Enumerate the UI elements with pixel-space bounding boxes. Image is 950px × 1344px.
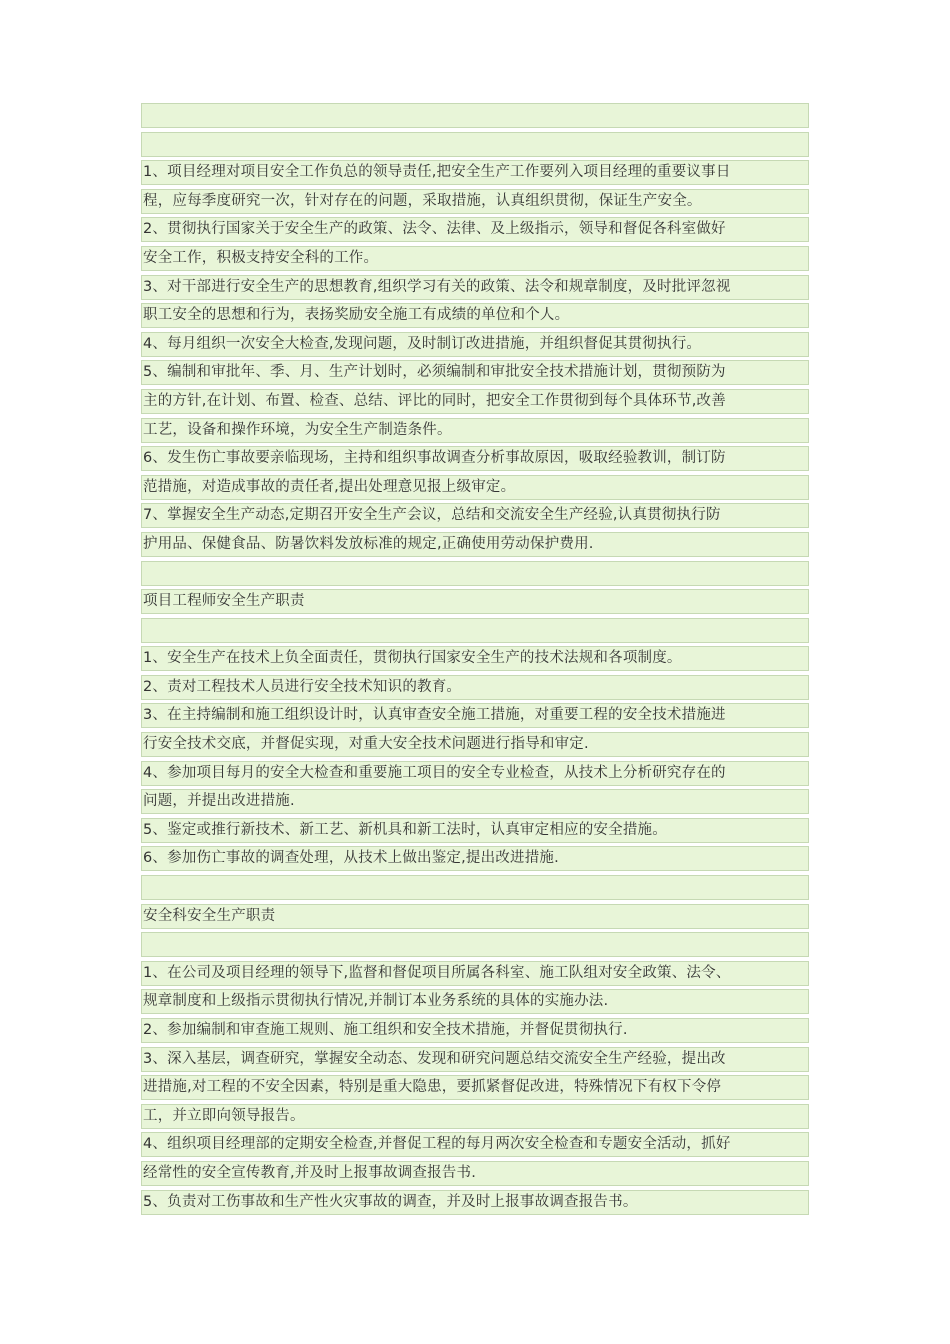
text-line: [141, 904, 809, 929]
text-line: [141, 675, 809, 700]
blank-row: [141, 875, 809, 900]
document-body: [141, 103, 809, 1218]
blank-row: [141, 132, 809, 157]
line-text: 护用品、保健食品、防暑饮料发放标准的规定,正确使用劳动保护费用.: [143, 535, 594, 552]
line-text: 5、鉴定或推行新技术、新工艺、新机具和新工法时，认真审定相应的安全措施。: [143, 821, 667, 838]
text-line: [141, 389, 809, 414]
line-text: 主的方针,在计划、布置、检查、总结、评比的同时，把安全工作贯彻到每个具体环节,改善: [143, 392, 726, 409]
text-line: [141, 589, 809, 614]
line-text: 2、责对工程技术人员进行安全技术知识的教育。: [143, 678, 462, 695]
line-text: 1、在公司及项目经理的领导下,监督和督促项目所属各科室、施工队组对安全政策、法令、: [143, 964, 731, 981]
text-line: [141, 846, 809, 871]
text-line: [141, 1018, 809, 1043]
text-line: [141, 446, 809, 471]
line-text: 行安全技术交底，并督促实现，对重大安全技术问题进行指导和审定.: [143, 736, 589, 753]
line-text: 3、在主持编制和施工组织设计时，认真审查安全施工措施，对重要工程的安全技术措施进: [143, 707, 726, 724]
line-text: 工艺，设备和操作环境，为安全生产制造条件。: [143, 421, 452, 438]
line-text: 进措施,对工程的不安全因素，特别是重大隐患，要抓紧督促改进，特殊情况下有权下令停: [143, 1079, 722, 1096]
text-line: [141, 646, 809, 671]
blank-row: [141, 618, 809, 643]
line-text: 2、参加编制和审查施工规则、施工组织和安全技术措施，并督促贯彻执行.: [143, 1022, 628, 1038]
text-line: [141, 503, 809, 528]
line-text: 1、项目经理对项目安全工作负总的领导责任,把安全生产工作要列入项目经理的重要议事日: [143, 164, 731, 181]
text-line: [141, 818, 809, 843]
line-text: 项目工程师安全生产职责: [143, 593, 305, 610]
text-line: [141, 418, 809, 443]
text-line: [141, 246, 809, 271]
text-line: [141, 303, 809, 328]
text-line: [141, 1047, 809, 1072]
line-text: 安全工作，积极支持安全科的工作。: [143, 249, 379, 266]
line-text: 范措施，对造成事故的责任者,提出处理意见报上级审定。: [143, 478, 516, 495]
text-line: [141, 1075, 809, 1100]
line-text: 5、编制和审批年、季、月、生产计划时，必须编制和审批安全技术措施计划，贯彻预防为: [143, 364, 726, 381]
line-text: 4、组织项目经理部的定期安全检查,并督促工程的每月两次安全检查和专题安全活动，抓好: [143, 1136, 731, 1153]
blank-row: [141, 932, 809, 957]
line-text: 4、参加项目每月的安全大检查和重要施工项目的安全专业检查，从技术上分析研究存在的: [143, 764, 726, 781]
text-line: [141, 217, 809, 242]
text-line: [141, 332, 809, 357]
text-line: [141, 532, 809, 557]
text-line: [141, 1104, 809, 1129]
line-text: 6、参加伤亡事故的调查处理，从技术上做出鉴定,提出改进措施.: [143, 850, 559, 867]
blank-row: [141, 103, 809, 128]
text-line: [141, 160, 809, 185]
text-line: [141, 989, 809, 1014]
line-text: 经常性的安全宣传教育,并及时上报事故调查报告书.: [143, 1164, 477, 1181]
line-text: 规章制度和上级指示贯彻执行情况,并制订本业务系统的具体的实施办法.: [143, 993, 609, 1010]
line-text: 4、每月组织一次安全大检查,发现问题，及时制订改进措施，并组织督促其贯彻执行。: [143, 335, 702, 352]
text-line: [141, 703, 809, 728]
text-line: [141, 1161, 809, 1186]
text-line: [141, 1190, 809, 1215]
blank-row: [141, 561, 809, 586]
text-line: [141, 761, 809, 786]
line-text: 安全科安全生产职责: [143, 907, 276, 924]
line-text: 工，并立即向领导报告。: [143, 1107, 305, 1124]
line-text: 程，应每季度研究一次，针对存在的问题，采取措施，认真组织贯彻，保证生产安全。: [143, 192, 702, 209]
text-line: [141, 789, 809, 814]
line-text: 6、发生伤亡事故要亲临现场，主持和组织事故调查分析事故原因，吸取经验教训，制订防: [143, 450, 726, 467]
line-text: 3、对干部进行安全生产的思想教育,组织学习有关的政策、法令和规章制度，及时批评忽视: [143, 278, 731, 295]
line-text: 1、安全生产在技术上负全面责任，贯彻执行国家安全生产的技术法规和各项制度。: [143, 650, 682, 667]
text-line: [141, 360, 809, 385]
line-text: 3、深入基层，调查研究，掌握安全动态、发现和研究问题总结交流安全生产经验，提出改: [143, 1050, 726, 1067]
line-text: 问题，并提出改进措施.: [143, 793, 295, 810]
line-text: 职工安全的思想和行为，表扬奖励安全施工有成绩的单位和个人。: [143, 307, 570, 324]
line-text: 7、掌握安全生产动态,定期召开安全生产会议，总结和交流安全生产经验,认真贯彻执行防: [143, 507, 721, 524]
line-text: 2、贯彻执行国家关于安全生产的政策、法令、法律、及上级指示，领导和督促各科室做好: [143, 221, 726, 238]
text-line: [141, 961, 809, 986]
line-text: 5、负责对工伤事故和生产性火灾事故的调查，并及时上报事故调查报告书。: [143, 1193, 638, 1210]
text-line: [141, 732, 809, 757]
text-line: [141, 189, 809, 214]
text-line: [141, 1132, 809, 1157]
text-line: [141, 475, 809, 500]
text-line: [141, 275, 809, 300]
